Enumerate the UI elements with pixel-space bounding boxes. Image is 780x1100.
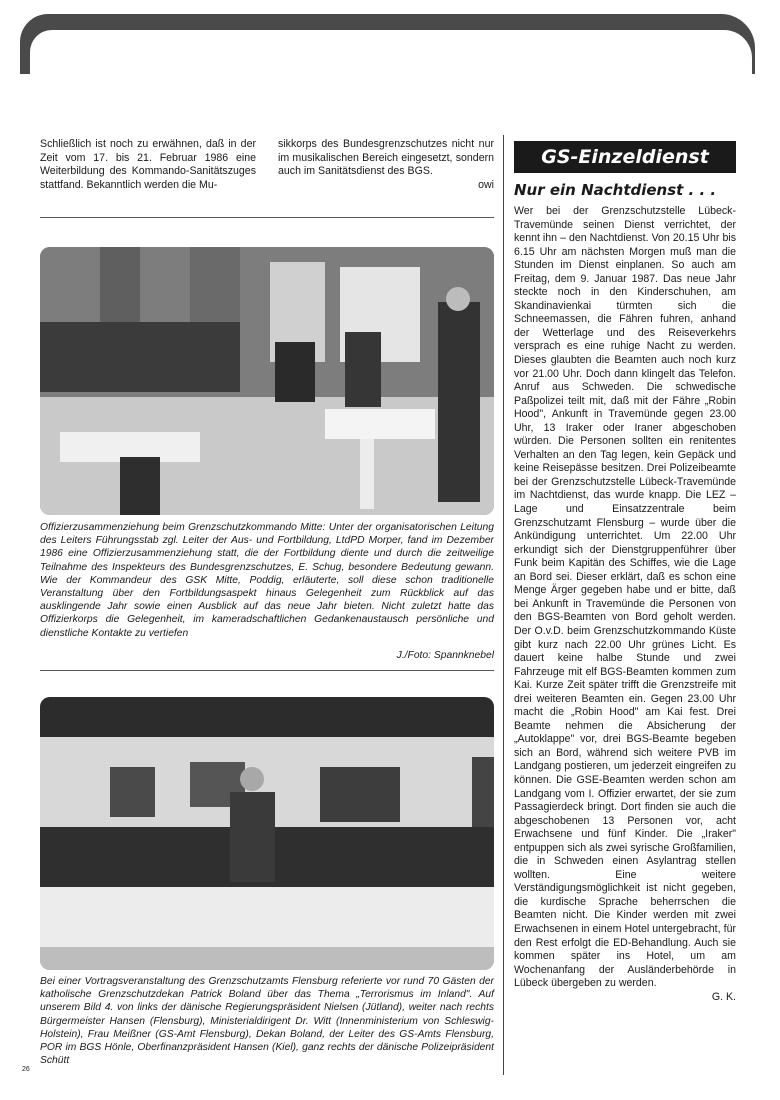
photo-officer-meeting-image bbox=[40, 247, 494, 515]
section-header: GS-Einzeldienst bbox=[514, 141, 736, 173]
intro-text-left: Schließlich ist noch zu erwähnen, daß in der Zeit vom 17. bis 21. Februar 1986 eine Weiterbildung des Kommando-Sanitätszuges stattfand. Bekanntlich werden die Mu- bbox=[40, 138, 256, 191]
article-text: Wer bei der Grenzschutzstelle Lübeck-Travemünde seinen Dienst verrichtet, der kennt ihn – den Nachtdienst. Von 20.15 Uhr bis 6.15 Uhr am nächsten Morgen muß man die Stunden im Dienst einplanen. So auch am Freitag, dem 9. Januar 1987. Das neue Jahr steckte noch in den Kinderschuhen, am Skandinavienkai türmten sich die Schneemassen, die Fähren fuhren, anhand der Wetterlage und des Reiseverkehrs versprach es eine ruhige Nacht zu werden. Dieses glaubten die Beamten auch noch kurz vor 21.00 Uhr. Doch dann klingelt das Telefon. Anruf aus Schweden. Die schwedische Paßpolizei teilt mit, daß mit der Fähre „Robin Hood", Ankunft in Travemünde gegen 23.00 Uhr, 13 Iraker oder Iraner abgeschoben würden. Die Personen sollten ein renitentes Verhalten an den Tag legen, kein Gepäck und keine Reisepässe besitzen. Drei Polizeibeamte bei der Grenzschutzstelle Lübeck-Travemünde im Nachtdienst, das wurde knapp. Die LEZ – Lage und Einsatzzentrale beim Grenzschutzamt Flensburg – wurde über die Ankündigung unterrichtet. Um 22.00 Uhr erkundigt sich der Dienstgruppenführer über Funk beim Kapitän des Schiffes, wie die Lage an Bord sei. Dieser erklärt, daß es schon eine Menge Ärger gegeben habe und er bitte, daß bei Ankunft in Travemünde die Personen von den BGS-Beamten von Bord geholt werden. Der O.v.D. beim Grenzschutzkommando Küste gibt kurz nach 22.00 Uhr grünes Licht. Es dauert keine halbe Stunde und zwei Fahrzeuge mit elf BGS-Beamten kommen zum Kai. Kurze Zeit später trifft die Grenzstreife mit drei weiteren Beamten ein. Gegen 23.00 Uhr macht die „Robin Hood" am Kai fest. Drei Beamte nehmen die Absicherung der „Autoklappe" vor, drei BGS-Beamte begeben sich an Bord, während sich weitere PVB im Landgang postieren, um jederzeit eingreifen zu können. Die GSE-Beamten werden schon am Landgang vom I. Offizier erwartet, der sie zum Passagierdeck bringt. Dort finden sie auch die abgeschobenen 13 Personen vor, acht Erwachsene und fünf Kinder. Die „Iraker" entpuppen sich als zwei syrische Großfamilien, die in Schweden einen Asylantrag stellen wollten. Eine weitere Verständigungsmöglichkeit ist nicht gegeben, die kurdische Sprache beherrschen die Beamten nicht. Die Kinder werden mit zwei Erwachsenen in einem Hotel untergebracht, für den Rest erfolgt die ED-Behandlung. Auch sie kommen später ins Hotel, um am Wochenanfang der Ausländerbehörde in Lübeck übergeben zu werden. bbox=[514, 205, 736, 990]
page-number: 26 bbox=[22, 1066, 30, 1073]
page-top-frame-inner bbox=[30, 30, 752, 90]
article-signature: G. K. bbox=[711, 990, 736, 1003]
photo-credit: J./Foto: Spannknebel bbox=[396, 650, 494, 661]
intro-signature: owi bbox=[478, 178, 494, 191]
caption-divider bbox=[40, 670, 494, 671]
photo-lecture-event bbox=[40, 697, 494, 970]
article-body bbox=[514, 205, 736, 1004]
intro-divider bbox=[40, 217, 494, 218]
column-divider bbox=[503, 135, 504, 1075]
photo-lecture-event-image bbox=[40, 697, 494, 970]
article-title: Nur ein Nachtdienst . . . bbox=[514, 181, 717, 199]
intro-text-right bbox=[278, 138, 494, 192]
photo-lecture-event-caption: Bei einer Vortragsveranstaltung des Grenzschutzamts Flensburg referierte vor rund 70 Gästen der katholische Grenzschutzdekan Patrick Boland über das Thema „Terrorismus im Inland". Auf unserem Bild 4. von links der dänische Regierungspräsident Nielsen (Jütland), weiter nach rechts Bürgermeister Hansen (Flensburg), Ministerialdirigent Dr. Witt (Innenministerium von Schleswig-Holstein), Frau Meißner (GS-Amt Flensburg), Dekan Boland, der Leiter des GS-Amts Flensburg, POR im BGS Hönle, Oberfinanzpräsident Hansen (Kiel), ganz rechts der dänische Polizeipräsident Schütt bbox=[40, 976, 494, 1067]
photo-officer-meeting bbox=[40, 247, 494, 515]
photo-officer-meeting-caption: Offizierzusammenziehung beim Grenzschutzkommando Mitte: Unter der organisatorischen Leitung des Leiters Führungsstab zgl. Leiter der Aus- und Fortbildung, LtdPD Morper, fand im Dezember 1986 eine Offizierzusammenziehung statt, die der Fortbildung diente und durch die zeitweilige Teilnahme des Inspekteurs des Bundesgrenzschutzes, E. Schug, besondere Bedeutung gewann. Wie der Kommandeur des GSK Mitte, Poddig, erläuterte, soll diese schon traditionelle Veranstaltung über den Fortbildungsaspekt hinaus Gelegenheit zum Rückblick auf das ausklingende Jahr sowie einen Ausblick auf das neue Jahr bieten. Nicht zuletzt hatte das Offizierkorps die Gelegenheit, im kameradschaftlichen Gedankenaustausch persönliche und dienstliche Kontakte zu vertiefen bbox=[40, 522, 494, 639]
intro-text-right-body: sikkorps des Bundesgrenzschutzes nicht nur im musikalischen Bereich eingesetzt, sondern auch im Sanitätsdienst des BGS. bbox=[278, 138, 494, 177]
